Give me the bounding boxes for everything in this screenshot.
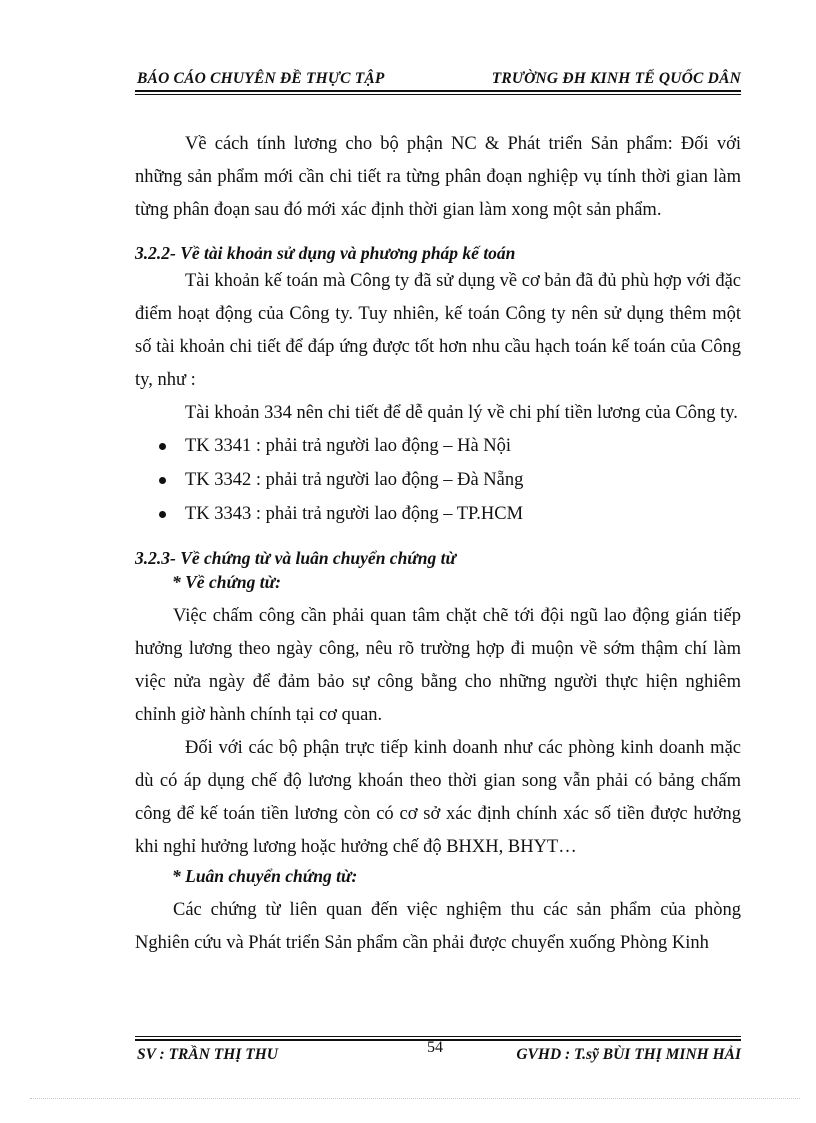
subheading-document-flow: * Luân chuyển chứng từ:	[172, 866, 358, 886]
paragraph-business-departments: Đối với các bộ phận trực tiếp kinh doanh như các phòng kinh doanh mặc dù có áp dụng chế độ lương khoán theo thời gian song vẫn phải có bảng chấm công để kế toán tiền lương còn có cơ sở xác định chính xác số tiền được hưởng khi nghỉ hưởng lương hoặc hưởng chế độ BHXH, BHYT…	[135, 738, 741, 857]
page-edge-divider	[30, 1098, 800, 1099]
header-university: TRƯỜNG ĐH KINH TẾ QUỐC DÂN	[491, 70, 741, 87]
paragraph-document-flow: Các chứng từ liên quan đến việc nghiệm thu các sản phẩm của phòng Nghiên cứu và Phát triển Sản phẩm cần phải được chuyển xuống Phòng Kinh	[135, 900, 741, 953]
paragraph-accounts: Tài khoản kế toán mà Công ty đã sử dụng về cơ bản đã đủ phù hợp với đặc điểm hoạt động của Công ty. Tuy nhiên, kế toán Công ty nên sử dụng thêm một số tài khoản chi tiết để đáp ứng được tốt hơn nhu cầu hạch toán kế toán của Công ty, như :	[135, 271, 741, 390]
paragraph-account-334: Tài khoản 334 nên chi tiết để dễ quản lý về chi phí tiền lương của Công ty.	[185, 403, 738, 423]
paragraph-salary-calculation: Về cách tính lương cho bộ phận NC & Phát triển Sản phẩm: Đối với những sản phẩm mới cần chi tiết ra từng phân đoạn nghiệp vụ tính thời gian làm từng phân đoạn sau đó mới xác định thời gian làm xong một sản phẩm.	[135, 134, 741, 220]
list-item-text: TK 3342 : phải trả người lao động – Đà Nẵng	[185, 470, 524, 490]
section-heading-3-2-3: 3.2.3- Về chứng từ và luân chuyển chứng từ	[135, 548, 456, 568]
list-item	[135, 430, 741, 463]
paragraph-timekeeping: Việc chấm công cần phải quan tâm chặt chẽ tới đội ngũ lao động gián tiếp hưởng lương theo ngày công, nêu rõ trường hợp đi muộn về sớm thậm chí làm việc nửa ngày để đảm bảo sự công bằng cho những người thực hiện nghiêm chỉnh giờ hành chính tại cơ quan.	[135, 606, 741, 725]
list-item-text: TK 3343 : phải trả người lao động – TP.HCM	[185, 504, 524, 524]
header-rule-thin	[135, 94, 741, 95]
header-report-title: BÁO CÁO CHUYÊN ĐỀ THỰC TẬP	[137, 70, 385, 87]
list-item-text: TK 3341 : phải trả người lao động – Hà Nội	[185, 436, 512, 456]
page-number: 54	[427, 1039, 443, 1056]
section-heading-3-2-2: 3.2.2- Về tài khoản sử dụng và phương pháp kế toán	[135, 243, 516, 263]
page-footer	[135, 1039, 741, 1068]
list-item	[135, 498, 741, 531]
bullet-icon	[159, 443, 166, 450]
bullet-icon	[159, 477, 166, 484]
account-bullet-list	[135, 430, 741, 531]
page-header	[135, 64, 741, 90]
footer-advisor-name: GVHD : T.sỹ BÙI THỊ MINH HẢI	[516, 1046, 741, 1063]
list-item	[135, 464, 741, 497]
header-rule	[135, 90, 741, 92]
subheading-documents: * Về chứng từ:	[172, 572, 281, 592]
page-body	[135, 128, 741, 960]
bullet-icon	[159, 511, 166, 518]
footer-student-name: SV : TRẦN THỊ THU	[137, 1046, 278, 1063]
footer-rule-thin	[135, 1036, 741, 1037]
